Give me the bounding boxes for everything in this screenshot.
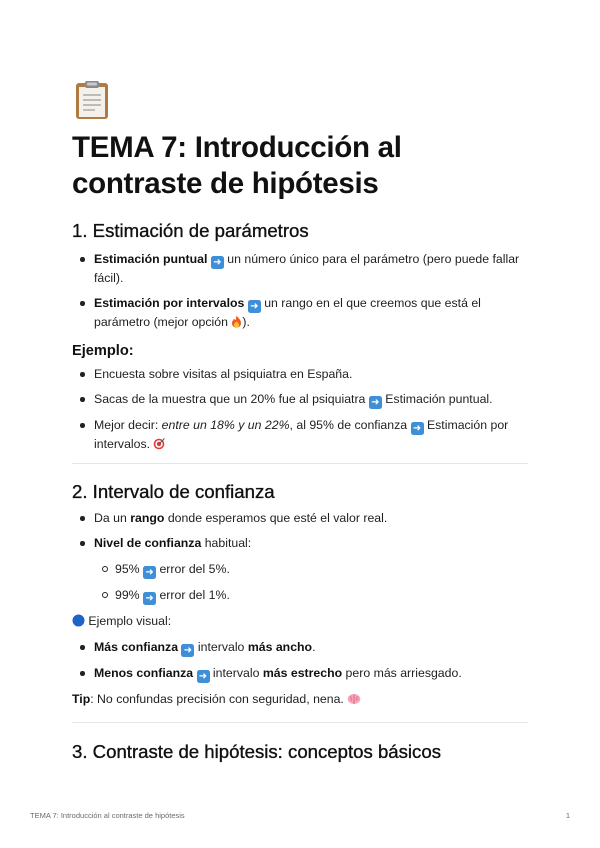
page-footer bbox=[30, 811, 570, 820]
right-arrow-icon: ➜ bbox=[248, 300, 261, 313]
term: Estimación por intervalos bbox=[94, 296, 245, 310]
list-item: Menos confianza ➜ intervalo más estrecho pero más arriesgado. bbox=[72, 664, 530, 683]
item-text: un rango en el que creemos que está el parámetro (mejor opción bbox=[94, 296, 481, 329]
blue-circle-icon bbox=[72, 614, 85, 632]
list-item: Nivel de confianza habitual: bbox=[72, 534, 530, 552]
fire-icon bbox=[231, 315, 242, 333]
section-heading-2: 2. Intervalo de confianza bbox=[72, 481, 275, 502]
page-content bbox=[72, 80, 530, 764]
right-arrow-icon: ➜ bbox=[143, 566, 156, 579]
example-heading: Ejemplo: bbox=[72, 343, 134, 359]
italic-range: entre un 18% y un 22% bbox=[161, 418, 290, 432]
list-item bbox=[72, 365, 530, 383]
list-item bbox=[72, 250, 530, 287]
right-arrow-icon: ➜ bbox=[197, 670, 210, 683]
item-text: Encuesta sobre visitas al psiquiatra en España. bbox=[94, 367, 353, 381]
page-number: 1 bbox=[565, 811, 570, 820]
section-divider bbox=[72, 463, 528, 464]
visual-list bbox=[72, 638, 530, 683]
bullet-list bbox=[72, 509, 530, 605]
list-item: Da un rango donde esperamos que esté el valor real. bbox=[72, 509, 530, 527]
item-text: Estimación puntual. bbox=[385, 392, 493, 406]
target-icon bbox=[153, 437, 165, 455]
right-arrow-icon: ➜ bbox=[369, 396, 382, 409]
clipboard-icon bbox=[74, 80, 110, 120]
example-list bbox=[72, 365, 530, 455]
item-text: Sacas de la muestra que un 20% fue al psiquiatra bbox=[94, 392, 366, 406]
footer-title: TEMA 7: Introducción al contraste de hipótesis bbox=[30, 811, 185, 820]
item-text: un número único para el parámetro (pero puede fallar fácil). bbox=[94, 252, 520, 285]
list-item: Estimación por intervalos ➜ un rango en el que creemos que está el parámetro (mejor opción ). bbox=[72, 294, 530, 333]
sub-list-item: 99% ➜ error del 1%. bbox=[72, 586, 530, 605]
list-item: Mejor decir: entre un 18% y un 22%, al 95% de confianza ➜ Estimación por intervalos. bbox=[72, 416, 530, 455]
section-heading-1: 1. Estimación de parámetros bbox=[72, 220, 309, 241]
tip: Tip: No confundas precisión con seguridad, nena. bbox=[72, 690, 530, 710]
right-arrow-icon: ➜ bbox=[143, 592, 156, 605]
term: Nivel de confianza bbox=[94, 536, 202, 550]
right-arrow-icon: ➜ bbox=[411, 422, 424, 435]
visual-example-label: Ejemplo visual: bbox=[72, 612, 530, 632]
list-item bbox=[72, 390, 530, 409]
term: rango bbox=[130, 511, 165, 525]
term: Estimación puntual bbox=[94, 252, 208, 266]
brain-icon bbox=[347, 692, 361, 710]
bullet-list bbox=[72, 250, 530, 333]
sub-list-item: 95% ➜ error del 5%. bbox=[72, 560, 530, 579]
section-divider bbox=[72, 722, 528, 723]
page-title: TEMA 7: Introducción al contraste de hipótesis bbox=[72, 131, 402, 200]
list-item: Más confianza ➜ intervalo más ancho. bbox=[72, 638, 530, 657]
right-arrow-icon: ➜ bbox=[211, 256, 224, 269]
section-heading-3: 3. Contraste de hipótesis: conceptos básicos bbox=[72, 741, 441, 762]
right-arrow-icon: ➜ bbox=[181, 644, 194, 657]
